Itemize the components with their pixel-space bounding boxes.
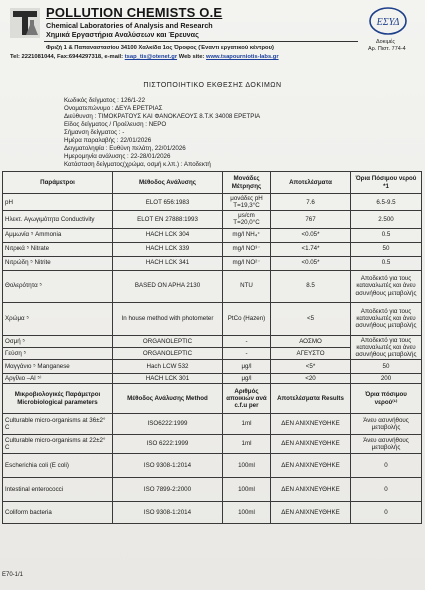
- web-label: Web site:: [178, 54, 205, 60]
- info-line: [64, 137, 151, 144]
- header-result: Αποτελέσματα: [271, 172, 351, 194]
- company-name: POLLUTION CHEMISTS O.E: [46, 5, 223, 20]
- cell-param: Ηλεκτ. Αγωγιμότητα Conductivity: [3, 211, 113, 228]
- company-subtitle-gr: Χημικά Εργαστήρια Αναλύσεων και Έρευνας: [46, 30, 199, 39]
- cell-param: Intestinal enterococci: [3, 478, 113, 502]
- cell-limit: Αποδεκτό για τους καταναλωτές και άνευ ασυνήθους μεταβολής: [351, 270, 422, 302]
- info-line: [64, 113, 260, 120]
- cell-limit: 0: [351, 478, 422, 502]
- lab-flask-logo: [10, 8, 40, 38]
- info-label: Ημερομηνία ανάλυσης :: [64, 153, 129, 160]
- fax-value: 6944297318: [68, 54, 102, 60]
- header-divider: [44, 41, 358, 42]
- fax-label: Fax:: [57, 54, 69, 60]
- cell-unit: NTU: [223, 270, 271, 302]
- cell-unit: mg/l NH₄⁺: [223, 228, 271, 242]
- cell-method: ORGANOLEPTIC: [113, 347, 223, 359]
- header-limit: Όρια πόσιμου νερού⁽¹⁾: [351, 384, 422, 414]
- cell-limit: 50: [351, 242, 422, 256]
- table-row: [3, 270, 422, 302]
- accreditation-label: Δοκιμές: [376, 39, 395, 45]
- cell-limit: 0.5: [351, 256, 422, 270]
- info-line: [64, 105, 162, 112]
- cell-limit: 0: [351, 454, 422, 478]
- cell-method: ELOT 656:1983: [113, 194, 223, 211]
- header-method: Μέθοδος Ανάλυσης: [113, 172, 223, 194]
- email-link[interactable]: tsap_tis@otenet.gr: [124, 54, 178, 60]
- info-value: Αποδεκτή: [183, 161, 211, 168]
- cell-result: ΔΕΝ ΑΝΙΧΝΕΥΘΗΚΕ: [271, 502, 351, 524]
- info-label: Διεύθυνση :: [64, 113, 97, 120]
- table-row: [3, 414, 422, 435]
- header-unit: Μονάδες Μέτρησης: [223, 172, 271, 194]
- cell-param: Γεύση ⁵: [3, 347, 113, 359]
- cell-unit: mg/l NO²⁻: [223, 256, 271, 270]
- cell-limit: 6.5-9.5: [351, 194, 422, 211]
- form-code: Ε70-1/1: [2, 572, 24, 578]
- info-value: 22/01/2026: [120, 137, 152, 144]
- cell-unit: PtCo (Hazen): [223, 302, 271, 335]
- cell-result: ΔΕΝ ΑΝΙΧΝΕΥΘΗΚΕ: [271, 454, 351, 478]
- info-label: Είδος δείγματος / Προέλευση :: [64, 121, 147, 128]
- cell-method: In house method with photometer: [113, 302, 223, 335]
- info-line: [64, 129, 124, 136]
- info-value: ΝΕΡΟ: [148, 121, 167, 128]
- cell-method: ORGANOLEPTIC: [113, 335, 223, 347]
- info-label: Ονοματεπώνυμο :: [64, 105, 114, 112]
- info-value: 22-28/01/2026: [130, 153, 171, 160]
- table-row: [3, 435, 422, 454]
- cell-param: Culturable micro-organisms at 22±2° C: [3, 435, 113, 454]
- cell-unit: μg/l: [223, 373, 271, 383]
- cell-result: ΔΕΝ ΑΝΙΧΝΕΥΘΗΚΕ: [271, 478, 351, 502]
- cell-unit: μονάδες pH T=19,3°C: [223, 194, 271, 211]
- cell-result: ΔΕΝ ΑΝΙΧΝΕΥΘΗΚΕ: [271, 414, 351, 435]
- info-value: 126/1-22: [120, 97, 146, 104]
- cell-result: <20: [271, 373, 351, 383]
- micro-header-row: [3, 384, 422, 414]
- cell-param: Αργίλιο –Al ⁵⁾: [3, 373, 113, 383]
- cell-method: BASED ON APHA 2130: [113, 270, 223, 302]
- info-value: Ευθύνη πελάτη, 22/01/2026: [109, 145, 186, 152]
- cell-result: <1.74*: [271, 242, 351, 256]
- info-value: -: [122, 129, 125, 136]
- table-row: [3, 211, 422, 228]
- tel-label: Tel:: [10, 54, 20, 60]
- cell-param: Οσμή ⁵: [3, 335, 113, 347]
- cell-unit: 100ml: [223, 454, 271, 478]
- header-result: Αποτελέσματα Results: [271, 384, 351, 414]
- results-header-row: [3, 172, 422, 194]
- cell-result: 767: [271, 211, 351, 228]
- header-limit: Όρια Πόσιμου νερού *1: [351, 172, 422, 194]
- tel-value: 2221081044: [21, 54, 54, 60]
- table-row: [3, 228, 422, 242]
- header-param: Παράμετροι: [3, 172, 113, 194]
- cell-limit: 0.5: [351, 228, 422, 242]
- cell-param: Coliform bacteria: [3, 502, 113, 524]
- cell-unit: μg/l: [223, 359, 271, 373]
- info-value: ΤΙΜΟΚΡΑΤΟΥΣ ΚΑΙ ΦΑΝΟΚΛΕΟΥΣ 8.Τ.Κ 34008 ΕΡΕΤΡΙΑ: [97, 113, 261, 120]
- info-line: [64, 153, 170, 160]
- cell-method: ISO 9308-1:2014: [113, 454, 223, 478]
- cell-method: ISO 7899-2:2000: [113, 478, 223, 502]
- cell-param: Θολερότητα ⁵: [3, 270, 113, 302]
- cell-method: Hach LCW 532: [113, 359, 223, 373]
- info-label: Κατάσταση δείγματος(χρώμα, οσμή κ.λπ.) :: [64, 161, 183, 168]
- table-row: [3, 335, 422, 347]
- info-line: [64, 145, 186, 152]
- table-row: [3, 478, 422, 502]
- cell-param: Escherichia coli (E coli): [3, 454, 113, 478]
- cell-result: 8.5: [271, 270, 351, 302]
- cell-unit: 1ml: [223, 414, 271, 435]
- cell-unit: 100ml: [223, 502, 271, 524]
- table-row: [3, 302, 422, 335]
- cell-method: ISO 6222:1999: [113, 435, 223, 454]
- cell-param: Χρώμα ⁵: [3, 302, 113, 335]
- cell-param: pH: [3, 194, 113, 211]
- table-row: [3, 242, 422, 256]
- cell-method: HACH LCK 301: [113, 373, 223, 383]
- cell-param: Νιτρικά ⁵ Nitrate: [3, 242, 113, 256]
- company-contact: Tel: 2221081044, Fax:6944297318, e-mail: tsap_tis@otenet.gr Web site: www.tsapourniotis-labs.gr: [10, 54, 279, 60]
- company-subtitle-en: Chemical Laboratories of Analysis and Research: [46, 21, 213, 30]
- table-row: [3, 454, 422, 478]
- info-label: Σήμανση δείγματος :: [64, 129, 121, 136]
- cell-limit: 200: [351, 373, 422, 383]
- accreditation-number: Αρ. Πιστ. 774-4: [368, 46, 406, 52]
- info-line: [64, 121, 166, 128]
- info-line: [64, 97, 145, 104]
- table-row: [3, 502, 422, 524]
- cell-limit: 0: [351, 502, 422, 524]
- cell-result: <5*: [271, 359, 351, 373]
- cell-unit: mg/l NO³⁻: [223, 242, 271, 256]
- cell-method: HACH LCK 341: [113, 256, 223, 270]
- cell-method: ISO 9308-1:2014: [113, 502, 223, 524]
- cell-limit: Αποδεκτό για τους καταναλωτές και άνευ ασυνήθους μεταβολής: [351, 302, 422, 335]
- cell-param: Αμμωνία ⁵ Ammonia: [3, 228, 113, 242]
- cell-unit: 100ml: [223, 478, 271, 502]
- results-table: [2, 171, 422, 524]
- cell-param: Culturable micro-organisms at 36±2° C: [3, 414, 113, 435]
- cell-result: ΑΓΕΥΣΤΟ: [271, 347, 351, 359]
- cell-limit: Αποδεκτό για τους καταναλωτές και άνευ ασυνήθους μεταβολής: [351, 335, 422, 359]
- info-label: Κωδικός δείγματος :: [64, 97, 119, 104]
- cell-result: <0.05*: [271, 228, 351, 242]
- info-label: Δειγματοληψία :: [64, 145, 108, 152]
- cell-method: ISO6222:1999: [113, 414, 223, 435]
- info-value: ΔΕΥΑ ΕΡΕΤΡΙΑΣ: [115, 105, 163, 112]
- document-title: ΠΙΣΤΟΠΟΙΗΤΙΚΟ ΕΚΘΕΣΗΣ ΔΟΚΙΜΩΝ: [143, 82, 282, 89]
- cell-unit: 1ml: [223, 435, 271, 454]
- cell-limit: 2.500: [351, 211, 422, 228]
- cell-result: <5: [271, 302, 351, 335]
- cell-method: HACH LCK 304: [113, 228, 223, 242]
- cell-result: 7.6: [271, 194, 351, 211]
- header-unit: Αριθμός αποικιών ανά c.f.u per: [223, 384, 271, 414]
- cell-method: HACH LCK 339: [113, 242, 223, 256]
- cell-unit: μs/cm T=20,0°C: [223, 211, 271, 228]
- company-address: Φριζή 1 & Παπαναστασίου 34100 Χαλκίδα 1ος Όροφος (Έναντι εργατικού κέντρου): [46, 45, 274, 51]
- info-label: Ημέρα παραλαβής :: [64, 137, 119, 144]
- table-row: [3, 256, 422, 270]
- accreditation-logo: [368, 6, 408, 38]
- web-link[interactable]: www.tsapourniotis-labs.gr: [206, 54, 279, 60]
- table-row: [3, 373, 422, 383]
- cell-result: ΔΕΝ ΑΝΙΧΝΕΥΘΗΚΕ: [271, 435, 351, 454]
- email-label: e-mail:: [104, 54, 124, 60]
- cell-param: Νιτρώδη ⁵ Nitrite: [3, 256, 113, 270]
- cell-unit: -: [223, 347, 271, 359]
- cell-limit: Άνευ ασυνήθους μεταβολής: [351, 414, 422, 435]
- table-row: [3, 194, 422, 211]
- header-method: Μέθοδος Ανάλυσης Method: [113, 384, 223, 414]
- cell-limit: 50: [351, 359, 422, 373]
- cell-result: <0.05*: [271, 256, 351, 270]
- cell-unit: -: [223, 335, 271, 347]
- cell-limit: Άνευ ασυνήθους μεταβολής: [351, 435, 422, 454]
- cell-method: ELOT EN 27888:1993: [113, 211, 223, 228]
- accreditation-logo-text: ΕΣΥΔ: [376, 17, 400, 28]
- table-row: [3, 359, 422, 373]
- info-line: [64, 161, 211, 168]
- header-param: Μικροβιολογικές Παράμετροι Microbiological parameters: [3, 384, 113, 414]
- cell-param: Μαγγάνιο ⁵ Manganese: [3, 359, 113, 373]
- cell-result: ΑΟΣΜΟ: [271, 335, 351, 347]
